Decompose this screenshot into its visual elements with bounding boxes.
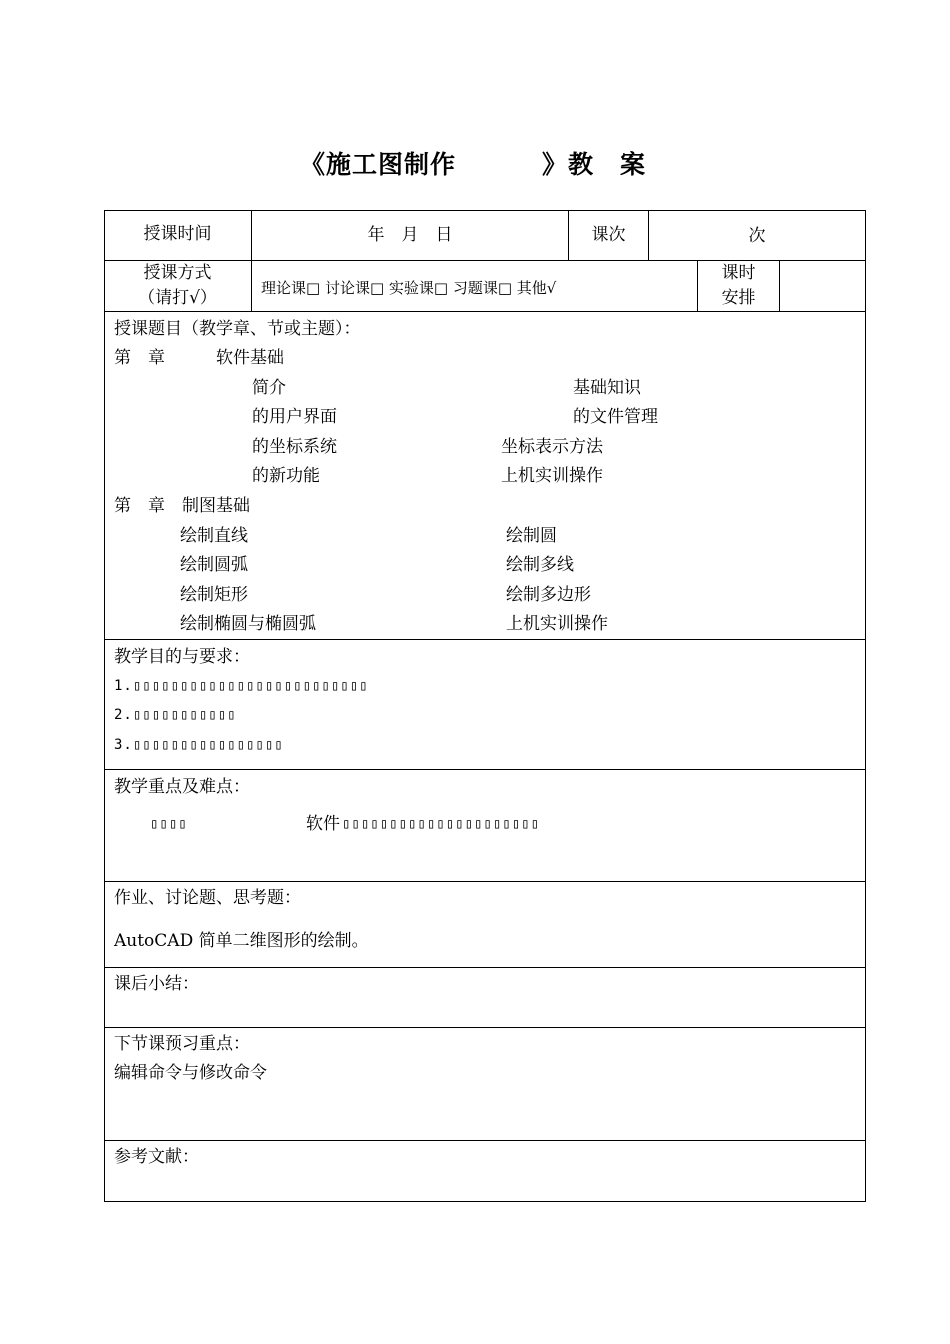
title-left: 《施工图制作 [300, 150, 457, 179]
row-divider [104, 967, 865, 968]
objective-item: 3.▯▯▯▯▯▯▯▯▯▯▯▯▯▯▯▯ [114, 737, 284, 753]
ch2-item: 绘制多线 [506, 555, 574, 575]
ch1-item: 的新功能 [252, 466, 320, 486]
method-label-note: （请打√） [138, 288, 217, 308]
summary-heading: 课后小结： [114, 974, 199, 994]
ch2-item: 绘制矩形 [180, 585, 248, 605]
hours-label: 课时 [721, 263, 756, 283]
ch2-item: 绘制直线 [180, 526, 248, 546]
ch1-item: 的坐标系统 [252, 437, 337, 457]
key-points-mid: 软件 [306, 814, 340, 834]
hours-label-2: 安排 [721, 288, 756, 308]
ch1-item: 的用户界面 [252, 407, 337, 427]
homework-text: AutoCAD 简单二维图形的绘制。 [114, 931, 369, 951]
title-right: 》教 案 [542, 150, 647, 179]
ch1-item: 基础知识 [573, 378, 641, 398]
key-points-suffix: ▯▯▯▯▯▯▯▯▯▯▯▯▯▯▯▯▯▯▯▯▯ [342, 816, 541, 832]
method-label: 授课方式 [143, 263, 212, 283]
row-divider [104, 639, 865, 640]
ch2-item: 绘制多边形 [506, 585, 591, 605]
objective-item: 1.▯▯▯▯▯▯▯▯▯▯▯▯▯▯▯▯▯▯▯▯▯▯▯▯▯ [114, 678, 369, 694]
row-divider [104, 881, 865, 882]
references-heading: 参考文献： [114, 1147, 199, 1167]
ch1-item: 的文件管理 [573, 407, 658, 427]
objective-item: 2.▯▯▯▯▯▯▯▯▯▯▯ [114, 707, 237, 723]
col-divider [779, 260, 780, 311]
ch1-item: 简介 [252, 378, 286, 398]
session-value: 次 [748, 226, 766, 246]
row-divider [104, 311, 865, 312]
ch1-item: 上机实训操作 [501, 466, 603, 486]
objectives-heading: 教学目的与要求： [114, 647, 250, 667]
row-divider [104, 769, 865, 770]
ch2-item: 绘制圆弧 [180, 555, 248, 575]
topic-heading: 授课题目（教学章、节或主题）： [114, 319, 361, 339]
chapter-2-title: 第 章 制图基础 [114, 496, 250, 516]
ch2-item: 绘制圆 [506, 526, 557, 546]
row-divider [104, 260, 865, 261]
ch2-item: 上机实训操作 [506, 614, 608, 634]
preview-text: 编辑命令与修改命令 [114, 1063, 267, 1083]
ch1-item: 坐标表示方法 [501, 437, 603, 457]
homework-heading: 作业、讨论题、思考题： [114, 888, 301, 908]
ch2-item: 绘制椭圆与椭圆弧 [180, 614, 316, 634]
preview-heading: 下节课预习重点： [114, 1034, 250, 1054]
row-divider [104, 1027, 865, 1028]
time-label: 授课时间 [143, 224, 212, 244]
row-divider [104, 1140, 865, 1141]
key-points-heading: 教学重点及难点： [114, 777, 250, 797]
key-points-prefix: ▯▯▯▯ [150, 816, 188, 832]
session-label: 课次 [591, 225, 626, 245]
method-options: 理论课□ 讨论课□ 实验课□ 习题课□ 其他√ [261, 279, 557, 297]
chapter-1-title: 第 章 软件基础 [114, 348, 284, 368]
date-value: 年 月 日 [367, 225, 453, 245]
